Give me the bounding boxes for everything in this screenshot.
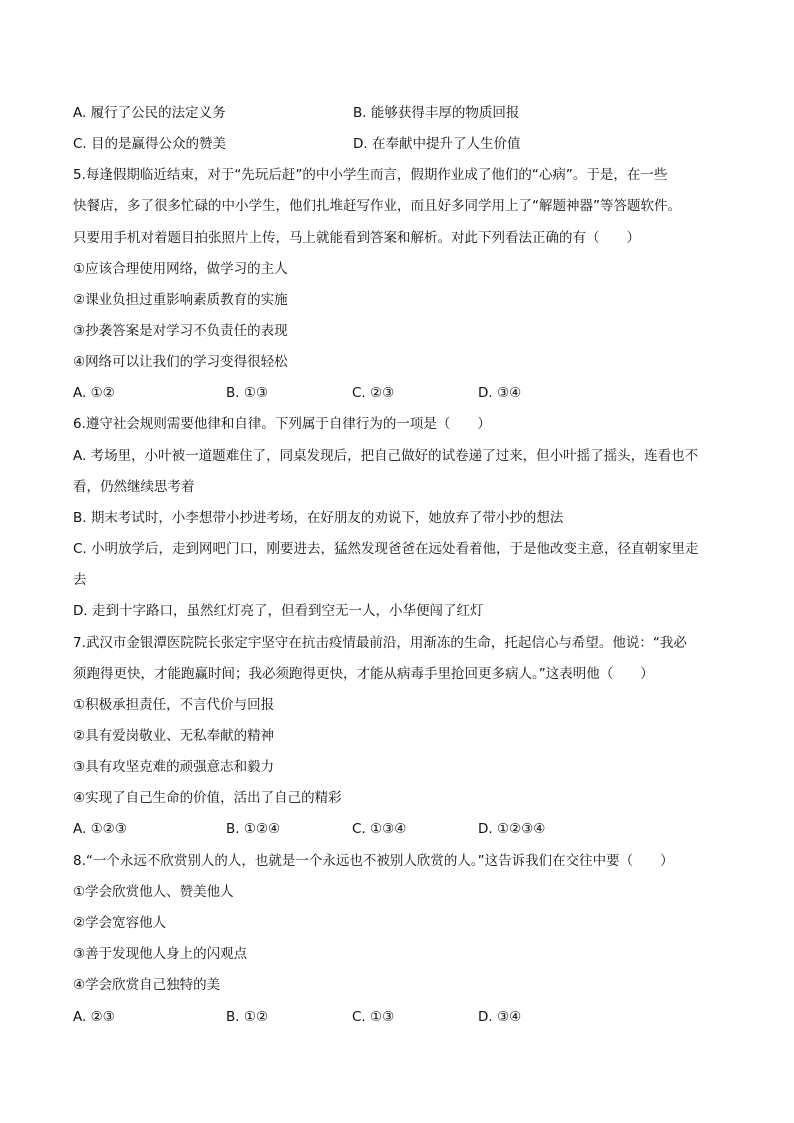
q8-stem: 8.“一个永远不欣赏别人的人，也就是一个永远也不被别人欣赏的人。”这告诉我们在交往中要（ ） (73, 853, 674, 869)
q4-option-c: C. 目的是赢得公众的赞美 (73, 136, 227, 152)
q6-line-2: 看，仍然继续思考着 (73, 479, 195, 495)
q5-option-c: C. ②③ (352, 385, 395, 401)
q8-option-d: D. ③④ (478, 1009, 522, 1025)
q8-option-c: C. ①③ (352, 1009, 395, 1025)
q8-statement-1: ①学会欣赏他人、赞美他人 (73, 884, 234, 900)
q4-option-a: A. 履行了公民的法定义务 (73, 105, 226, 121)
q8-statement-4: ④学会欣赏自己独特的美 (73, 977, 221, 993)
q7-option-a: A. ①②③ (73, 821, 127, 837)
q4-option-d: D. 在奉献中提升了人生价值 (353, 136, 521, 152)
q5-statement-2: ②课业负担过重影响素质教育的实施 (73, 292, 288, 308)
q6-line-5: 去 (73, 572, 87, 588)
q8-statement-2: ②学会宽容他人 (73, 915, 167, 931)
q4-option-b: B. 能够获得丰厚的物质回报 (353, 105, 520, 121)
q6-stem: 6.遵守社会规则需要他律和自律。下列属于自律行为的一项是（ ） (73, 416, 491, 432)
q8-statement-3: ③善于发现他人身上的闪观点 (73, 946, 248, 962)
q8-option-a: A. ②③ (73, 1009, 115, 1025)
q5-stem-line-1: 5.每逢假期临近结束，对于“先玩后赶”的中小学生而言，假期作业成了他们的“心病”。于是，在一些 (73, 167, 668, 183)
q7-option-b: B. ①②④ (226, 821, 281, 837)
q7-statement-4: ④实现了自己生命的价值，活出了自己的精彩 (73, 790, 342, 806)
q5-option-b: B. ①③ (226, 385, 269, 401)
q5-stem-line-3: 只要用手机对着题目拍张照片上传，马上就能看到答案和解析。对此下列看法正确的有（ ） (73, 230, 640, 246)
q7-stem-line-1: 7.武汉市金银潭医院院长张定宇坚守在抗击疫情最前沿，用渐冻的生命，托起信心与希望。他说：“我必 (73, 635, 687, 651)
q5-statement-1: ①应该合理使用网络，做学习的主人 (73, 261, 288, 277)
q6-line-6: D. 走到十字路口，虽然红灯亮了，但看到空无一人，小华便闯了红灯 (73, 603, 484, 619)
q7-option-d: D. ①②③④ (478, 821, 546, 837)
q6-line-4: C. 小明放学后，走到网吧门口，刚要进去，猛然发现爸爸在远处看着他，于是他改变主意，径直朝家里走 (73, 541, 699, 557)
q8-option-b: B. ①② (226, 1009, 269, 1025)
q7-option-c: C. ①③④ (352, 821, 407, 837)
q5-option-d: D. ③④ (478, 385, 522, 401)
q7-stem-line-2: 须跑得更快，才能跑赢时间；我必须跑得更快，才能从病毒手里抢回更多病人。”这表明他（ ） (73, 666, 654, 682)
q7-statement-3: ③具有攻坚克难的顽强意志和毅力 (73, 759, 275, 775)
q5-statement-4: ④网络可以让我们的学习变得很轻松 (73, 354, 288, 370)
q6-line-1: A. 考场里，小叶被一道题难住了，同桌发现后，把自己做好的试卷递了过来，但小叶摇了摇头，连看也不 (73, 448, 699, 464)
q5-stem-line-2: 快餐店，多了很多忙碌的中小学生，他们扎堆赶写作业，而且好多同学用上了“解题神器”等答题软件。 (73, 198, 681, 214)
q5-statement-3: ③抄袭答案是对学习不负责任的表现 (73, 323, 288, 339)
q7-statement-1: ①积极承担责任，不言代价与回报 (73, 697, 275, 713)
q7-statement-2: ②具有爱岗敬业、无私奉献的精神 (73, 728, 275, 744)
q6-line-3: B. 期末考试时，小李想带小抄进考场，在好朋友的劝说下，她放弃了带小抄的想法 (73, 510, 564, 526)
q5-option-a: A. ①② (73, 385, 115, 401)
